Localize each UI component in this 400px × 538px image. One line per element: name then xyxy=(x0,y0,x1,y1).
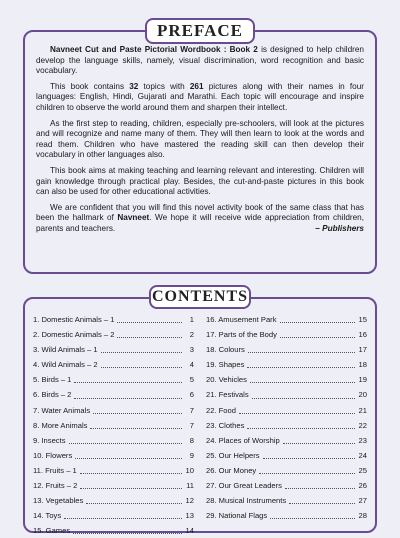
preface-paragraph-4: This book aims at making teaching and learning relevant and interesting. Children will gain knowledge through practical play. Besides, the cut-and-paste pictures in this book can also be used for other educational activities. xyxy=(36,165,364,197)
preface-paragraph-1: Navneet Cut and Paste Pictorial Wordbook : Book 2 is designed to help children develop the language skills, namely, visual discrimination, word recognition and basic vocabulary. xyxy=(36,45,364,76)
leader-dots xyxy=(280,322,356,323)
toc-item: 4. Wild Animals – 2 4 xyxy=(33,360,194,370)
toc-item: 14. Toys 13 xyxy=(33,511,194,521)
leader-dots xyxy=(263,458,355,459)
toc-item: 26. Our Money 25 xyxy=(206,465,367,475)
toc-item: 17. Parts of the Body 16 xyxy=(206,330,367,340)
toc-item: 20. Vehicles 19 xyxy=(206,375,367,385)
toc-item: 29. National Flags 28 xyxy=(206,511,367,521)
toc-item: 10. Flowers 9 xyxy=(33,450,194,460)
toc-item: 1. Domestic Animals – 1 1 xyxy=(33,315,194,324)
toc-item: 21. Festivals 20 xyxy=(206,390,367,400)
leader-dots xyxy=(247,367,355,368)
toc-item: 27. Our Great Leaders 26 xyxy=(206,481,367,491)
toc-item: 5. Birds – 1 5 xyxy=(33,375,194,385)
leader-dots xyxy=(247,428,355,429)
brand-name: Navneet xyxy=(117,213,150,223)
leader-dots xyxy=(270,518,355,519)
toc-item: 12. Fruits – 2 11 xyxy=(33,481,194,491)
toc-item: 24. Places of Worship 23 xyxy=(206,435,367,445)
leader-dots xyxy=(73,533,182,534)
leader-dots xyxy=(283,443,355,444)
toc-item: 28. Musical Instruments 27 xyxy=(206,496,367,506)
leader-dots xyxy=(117,322,182,323)
toc-item: 19. Shapes 18 xyxy=(206,360,367,370)
leader-dots xyxy=(239,413,355,414)
leader-dots xyxy=(101,367,182,368)
toc-item: 3. Wild Animals – 1 3 xyxy=(33,345,194,355)
leader-dots xyxy=(117,337,182,338)
toc-item: 16. Amusement Park 15 xyxy=(206,315,367,324)
toc-item: 13. Vegetables 12 xyxy=(33,496,194,506)
leader-dots xyxy=(74,382,182,383)
publisher-signature: – Publishers xyxy=(315,223,364,233)
leader-dots xyxy=(252,398,355,399)
leader-dots xyxy=(80,488,182,489)
preface-heading: PREFACE xyxy=(145,18,255,44)
toc-item: 18. Colours 17 xyxy=(206,345,367,355)
toc-item: 7. Water Animals 7 xyxy=(33,405,194,415)
topic-count: 32 xyxy=(129,81,139,91)
leader-dots xyxy=(69,443,183,444)
contents-left-column xyxy=(33,312,200,536)
leader-dots xyxy=(86,503,182,504)
toc-item: 23. Clothes 22 xyxy=(206,420,367,430)
leader-dots xyxy=(248,352,355,353)
leader-dots xyxy=(101,352,182,353)
leader-dots xyxy=(74,398,182,399)
leader-dots xyxy=(64,518,182,519)
leader-dots xyxy=(259,473,355,474)
leader-dots xyxy=(80,473,182,474)
leader-dots xyxy=(90,428,182,429)
preface-paragraph-5: We are confident that you will find this novel activity book of the same class that has been the hallmark of Navneet. We hope it will receive wide appreciation from children, parents and teachers. – Publishers xyxy=(36,202,364,233)
leader-dots xyxy=(250,382,355,383)
preface-paragraph-3: As the first step to reading, children, especially pre-schoolers, will look at the pictures and will recognize and name many of them. They will then learn to look at the words and read them. Children who have mastered the reading skill can then develop their vocabulary in other languages also. xyxy=(36,118,364,160)
book-title: Navneet Cut and Paste Pictorial Wordbook : Book 2 xyxy=(50,45,258,54)
leader-dots xyxy=(75,458,182,459)
picture-count: 261 xyxy=(189,81,204,91)
toc-item: 25. Our Helpers 24 xyxy=(206,450,367,460)
leader-dots xyxy=(280,337,355,338)
contents-right-column xyxy=(200,312,367,531)
toc-item: 2. Domestic Animals – 2 2 xyxy=(33,330,194,340)
toc-item: 15. Games 14 xyxy=(33,526,194,536)
toc-item: 11. Fruits – 1 10 xyxy=(33,465,194,475)
contents-box xyxy=(23,297,377,536)
preface-paragraph-2: This book contains 32 topics with 261 pictures along with their names in four languages: English, Hindi, Gujarati and Marathi. Each topic will encourage and inspire children to observe the world around them and sharpen their intellect. xyxy=(36,81,364,112)
preface-box xyxy=(23,30,377,274)
leader-dots xyxy=(93,413,182,414)
toc-item: 6. Birds – 2 6 xyxy=(33,390,194,400)
toc-item: 22. Food 21 xyxy=(206,405,367,415)
leader-dots xyxy=(285,488,355,489)
leader-dots xyxy=(289,503,355,504)
toc-item: 9. Insects 8 xyxy=(33,435,194,445)
contents-heading: CONTENTS xyxy=(149,285,251,309)
toc-item: 8. More Animals 7 xyxy=(33,420,194,430)
